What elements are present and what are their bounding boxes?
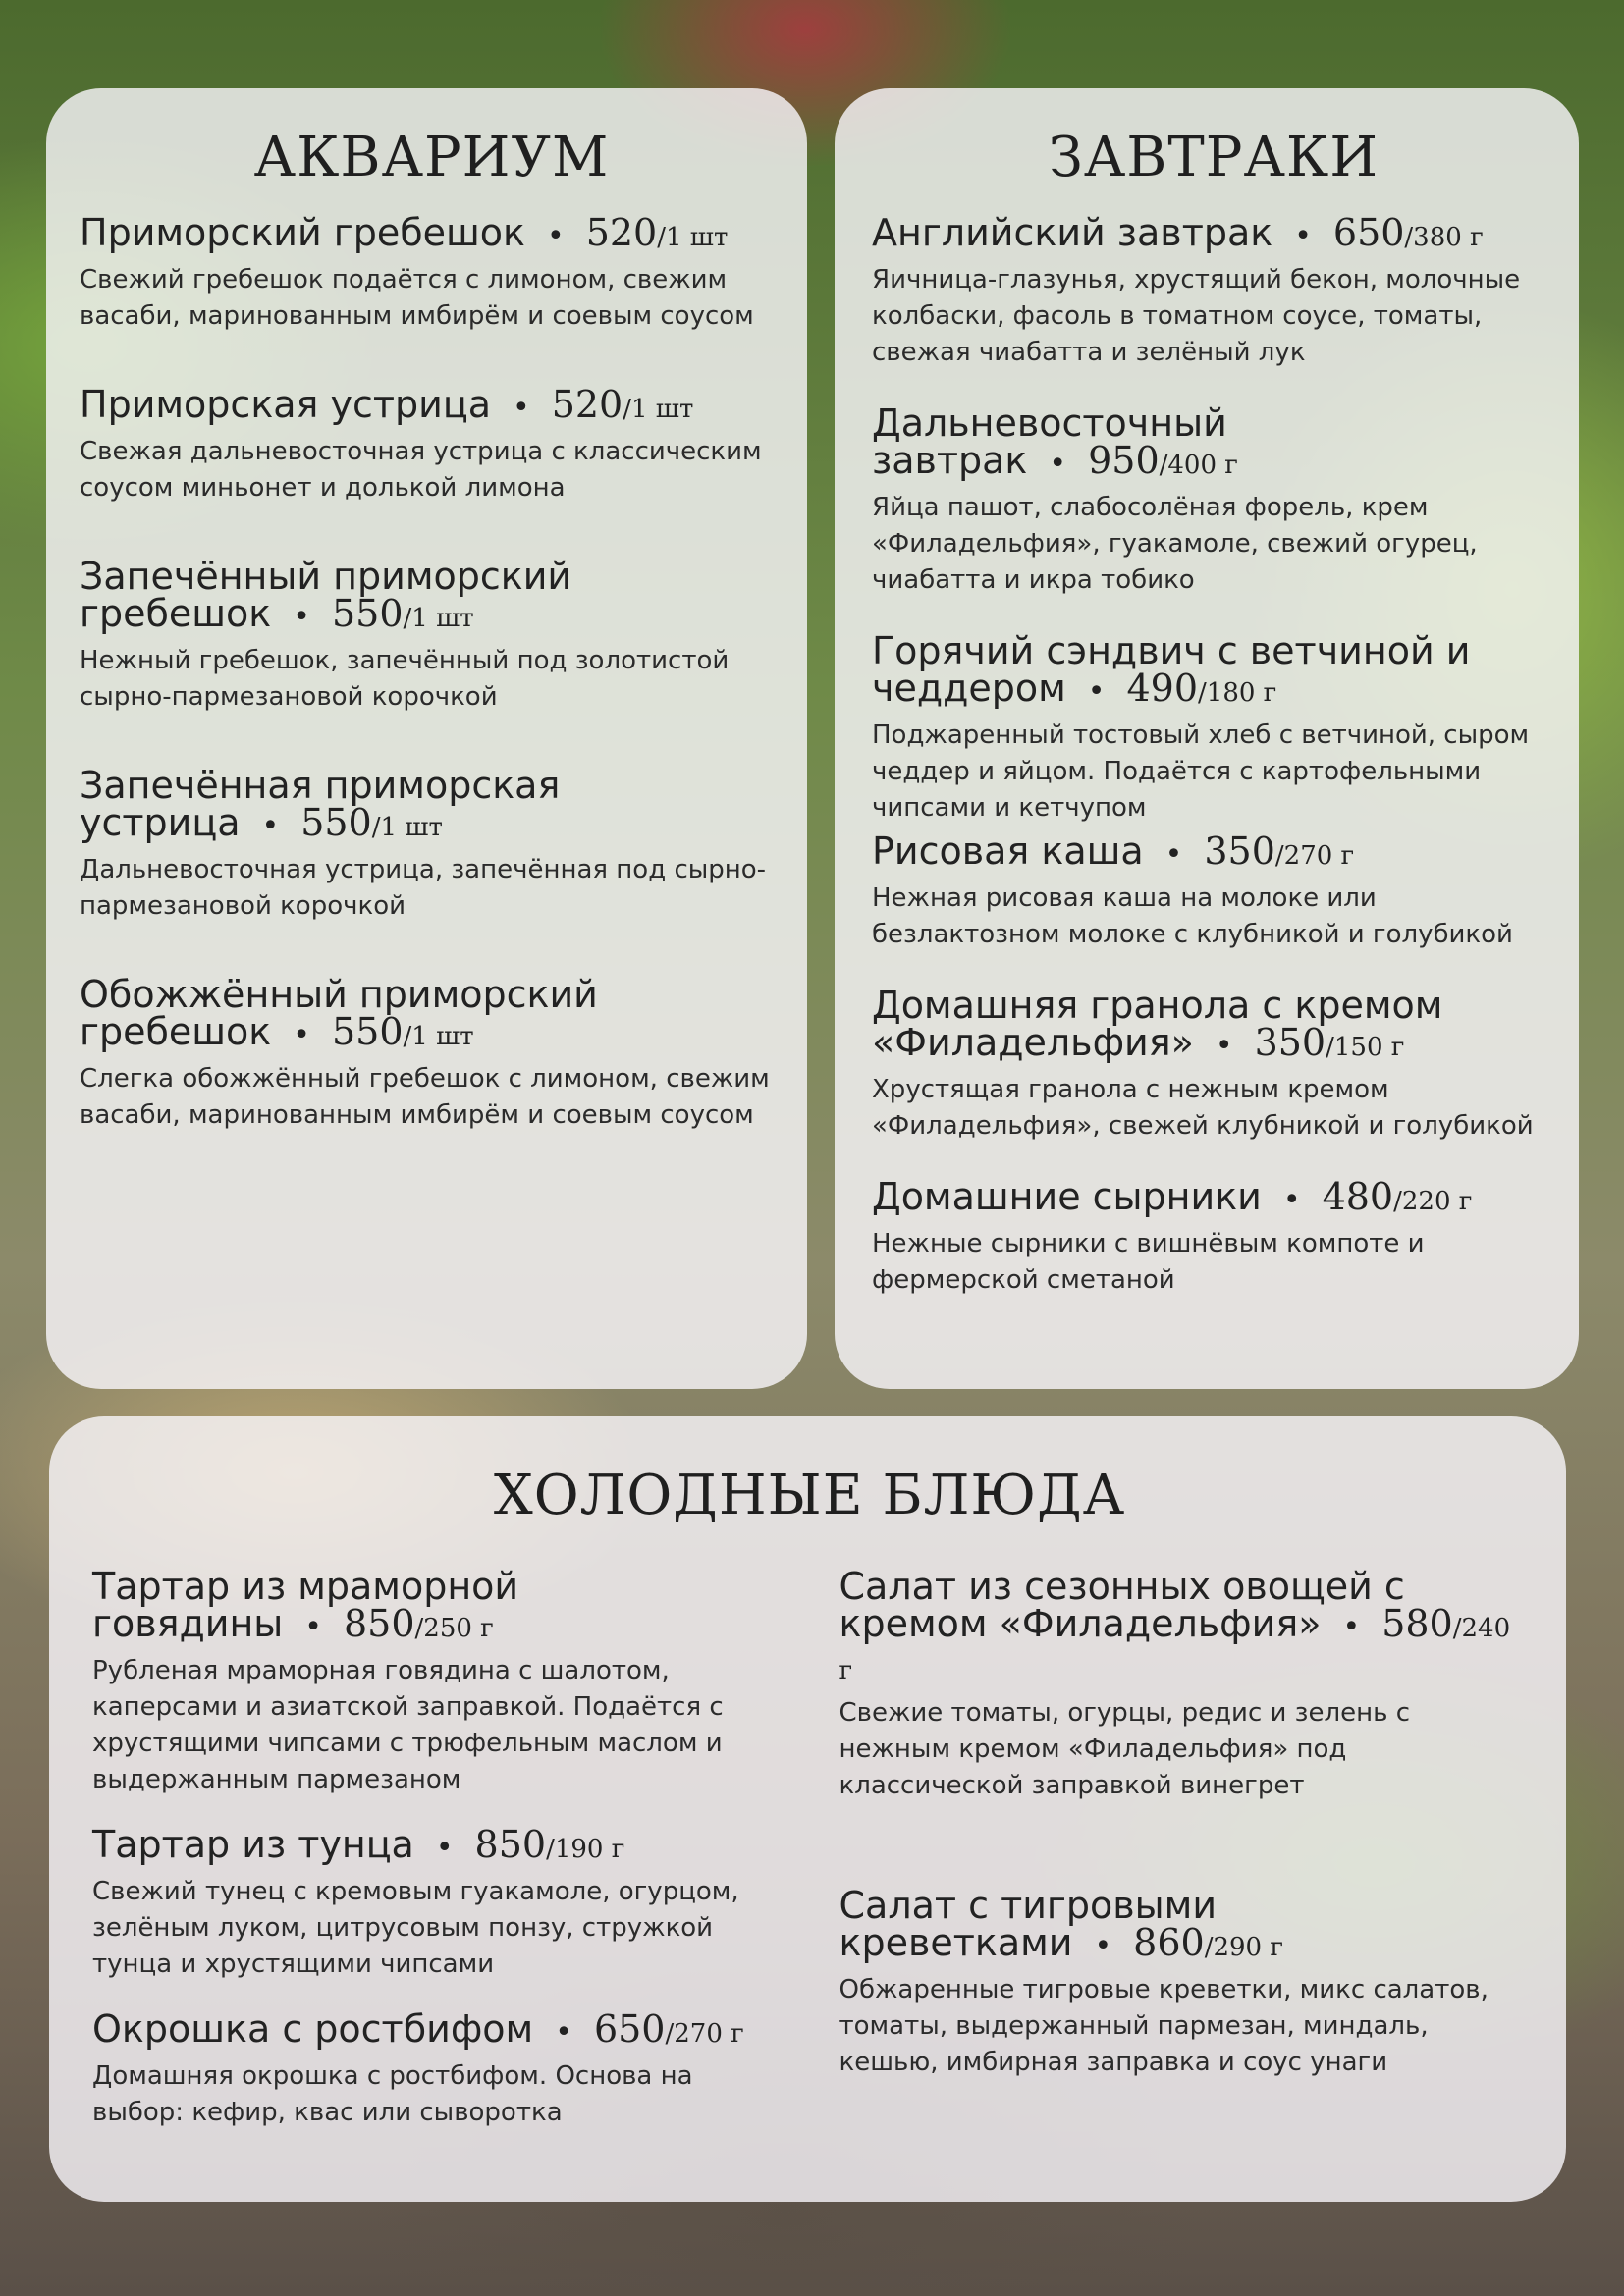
item-name: Салат с тигровыми креветками (839, 1884, 1218, 1964)
menu-item (92, 1565, 781, 1798)
item-description: Нежный гребешок, запечённый под золотистой сырно-пармезановой корочкой (80, 646, 730, 712)
item-unit: /270 г (1274, 841, 1355, 871)
item-unit: /250 г (414, 1614, 494, 1643)
aquarium-panel (46, 88, 807, 1389)
item-description: Свежий тунец с кремовым гуакамоле, огурцом, зелёным луком, цитрусовым понзу, стружкой тунца и хрустящими чипсами (92, 1877, 739, 1979)
cold-dishes-right-column (839, 1565, 1528, 2163)
item-name-line: Обожжённый приморский гребешок • 550/1 шт (80, 973, 598, 1053)
item-name-line: Салат из сезонных овощей с кремом «Филадельфия» • 580/240 г (839, 1565, 1511, 1685)
item-price: 850 (344, 1602, 415, 1645)
item-name-line: Тартар из тунца • 850/190 г (92, 1823, 625, 1866)
item-name-line: Дальневосточный завтрак • 950/400 г (872, 401, 1238, 482)
section-title: АКВАРИУМ (253, 126, 610, 189)
item-price: 850 (474, 1823, 547, 1866)
item-name-line: Окрошка с ростбифом • 650/270 г (92, 2007, 744, 2051)
item-name: Рисовая каша (872, 829, 1144, 873)
item-name-line: Домашняя гранола с кремом «Филадельфия» • 350/150 г (872, 984, 1443, 1064)
item-price: 650 (1332, 211, 1405, 254)
item-name-line: Салат с тигровыми креветками • 860/290 г (839, 1884, 1283, 1964)
item-name-line: Рисовая каша • 350/270 г (872, 829, 1355, 873)
item-unit: /1 шт (371, 813, 443, 842)
item-unit: /180 г (1198, 678, 1277, 708)
item-description: Хрустящая гранола с нежным кремом «Филадельфия», свежей клубникой и голубикой (872, 1075, 1534, 1141)
item-name-line: Домашние сырники • 480/220 г (872, 1175, 1473, 1218)
menu-item (872, 401, 1555, 599)
cold-dishes-left-column (92, 1565, 781, 2163)
item-name-line: Запечённый приморский гребешок • 550/1 шт (80, 555, 572, 635)
item-price: 580 (1381, 1602, 1453, 1645)
item-description: Поджаренный тостовый хлеб с ветчиной, сыром чеддер и яйцом. Подаётся с картофельными чипсами и кетчупом (872, 721, 1530, 823)
breakfast-panel (835, 88, 1579, 1389)
menu-item (80, 973, 784, 1134)
item-description: Дальневосточная устрица, запечённая под сырно-пармезановой корочкой (80, 855, 767, 921)
item-price: 520 (585, 211, 658, 254)
item-price: 490 (1126, 667, 1199, 710)
menu-item (872, 984, 1555, 1145)
item-unit: /240 г (839, 1614, 1511, 1685)
menu-item (80, 383, 784, 507)
item-name-line: Приморский гребешок • 520/1 шт (80, 211, 729, 254)
item-price: 650 (593, 2007, 666, 2051)
item-unit: /1 шт (403, 604, 474, 633)
item-name: Домашние сырники (872, 1175, 1262, 1218)
item-description: Домашняя окрошка с ростбифом. Основа на выбор: кефир, квас или сыворотка (92, 2061, 693, 2127)
section-title: ЗАВТРАКИ (1048, 126, 1380, 189)
item-name: Тартар из мраморной говядины (92, 1565, 519, 1645)
item-description: Рубленая мраморная говядина с шалотом, каперсами и азиатской заправкой. Подаётся с хрустящими чипсами с трюфельным маслом и выдержанным пармезаном (92, 1656, 724, 1794)
item-name-line: Запечённая приморская устрица • 550/1 шт (80, 764, 561, 844)
item-name: Тартар из тунца (92, 1823, 414, 1866)
item-name-line: Горячий сэндвич с ветчиной и чеддером • 490/180 г (872, 629, 1471, 710)
item-unit: /220 г (1393, 1187, 1473, 1216)
item-name-line: Тартар из мраморной говядины • 850/250 г (92, 1565, 519, 1645)
item-unit: /1 шт (403, 1022, 474, 1051)
menu-item (872, 829, 1555, 953)
section-title: ХОЛОДНЫЕ БЛЮДА (493, 1464, 1126, 1527)
item-description: Нежная рисовая каша на молоке или безлактозном молоке с клубникой и голубикой (872, 883, 1513, 949)
item-price: 550 (331, 592, 404, 635)
item-name: Горячий сэндвич с ветчиной и чеддером (872, 629, 1471, 710)
item-name: Салат из сезонных овощей с кремом «Филадельфия» (839, 1565, 1405, 1645)
menu-item (80, 211, 784, 335)
item-name: Английский завтрак (872, 211, 1273, 254)
item-unit: /1 шт (623, 395, 694, 424)
item-name: Приморская устрица (80, 383, 491, 426)
menu-item (92, 1823, 781, 1983)
cold-dishes-columns (92, 1565, 1527, 2163)
item-name: Окрошка с ростбифом (92, 2007, 534, 2051)
item-description: Слегка обожжённый гребешок с лимоном, свежим васаби, маринованным имбирём и соевым соусом (80, 1064, 770, 1130)
item-name-line: Приморская устрица • 520/1 шт (80, 383, 694, 426)
item-unit: /400 г (1159, 451, 1238, 480)
item-unit: /190 г (546, 1835, 625, 1864)
menu-item (872, 1175, 1555, 1299)
item-price: 350 (1254, 1021, 1326, 1064)
menu-item (80, 764, 784, 925)
item-description: Обжаренные тигровые креветки, микс салатов, томаты, выдержанный пармезан, миндаль, кешью, имбирная заправка и соус унаги (839, 1975, 1489, 2077)
cold-dishes-panel (49, 1416, 1566, 2202)
menu-item (872, 629, 1555, 827)
item-unit: /1 шт (657, 223, 729, 252)
menu-item (80, 555, 784, 716)
item-price: 550 (331, 1010, 404, 1053)
item-description: Яичница-глазунья, хрустящий бекон, молочные колбаски, фасоль в томатном соусе, томаты, свежая чиабатта и зелёный лук (872, 265, 1521, 367)
item-name: Домашняя гранола с кремом «Филадельфия» (872, 984, 1443, 1064)
item-unit: /270 г (665, 2019, 744, 2049)
item-price: 860 (1133, 1921, 1205, 1964)
item-description: Свежие томаты, огурцы, редис и зелень с нежным кремом «Филадельфия» под классической заправкой винегрет (839, 1698, 1410, 1800)
item-name: Приморский гребешок (80, 211, 525, 254)
item-unit: /290 г (1204, 1933, 1283, 1962)
item-name: Дальневосточный завтрак (872, 401, 1227, 482)
item-unit: /150 г (1326, 1033, 1405, 1062)
menu-item (839, 1884, 1528, 2081)
item-description: Свежий гребешок подаётся с лимоном, свежим васаби, маринованным имбирём и соевым соусом (80, 265, 754, 331)
item-description: Свежая дальневосточная устрица с классическим соусом миньонет и долькой лимона (80, 437, 762, 503)
item-name-line: Английский завтрак • 650/380 г (872, 211, 1484, 254)
item-price: 520 (551, 383, 623, 426)
menu-item (872, 211, 1555, 371)
item-name: Запечённый приморский гребешок (80, 555, 572, 635)
item-price: 950 (1088, 439, 1160, 482)
item-description: Нежные сырники с вишнёвым компоте и фермерской сметаной (872, 1229, 1425, 1295)
item-name: Обожжённый приморский гребешок (80, 973, 598, 1053)
item-unit: /380 г (1404, 223, 1484, 252)
item-description: Яйца пашот, слабосолёная форель, крем «Филадельфия», гуакамоле, свежий огурец, чиабатта и икра тобико (872, 493, 1478, 595)
menu-item (839, 1565, 1528, 1804)
item-price: 350 (1204, 829, 1275, 873)
item-price: 480 (1322, 1175, 1394, 1218)
menu-item (92, 2007, 781, 2131)
item-name: Запечённая приморская устрица (80, 764, 561, 844)
item-price: 550 (300, 801, 372, 844)
